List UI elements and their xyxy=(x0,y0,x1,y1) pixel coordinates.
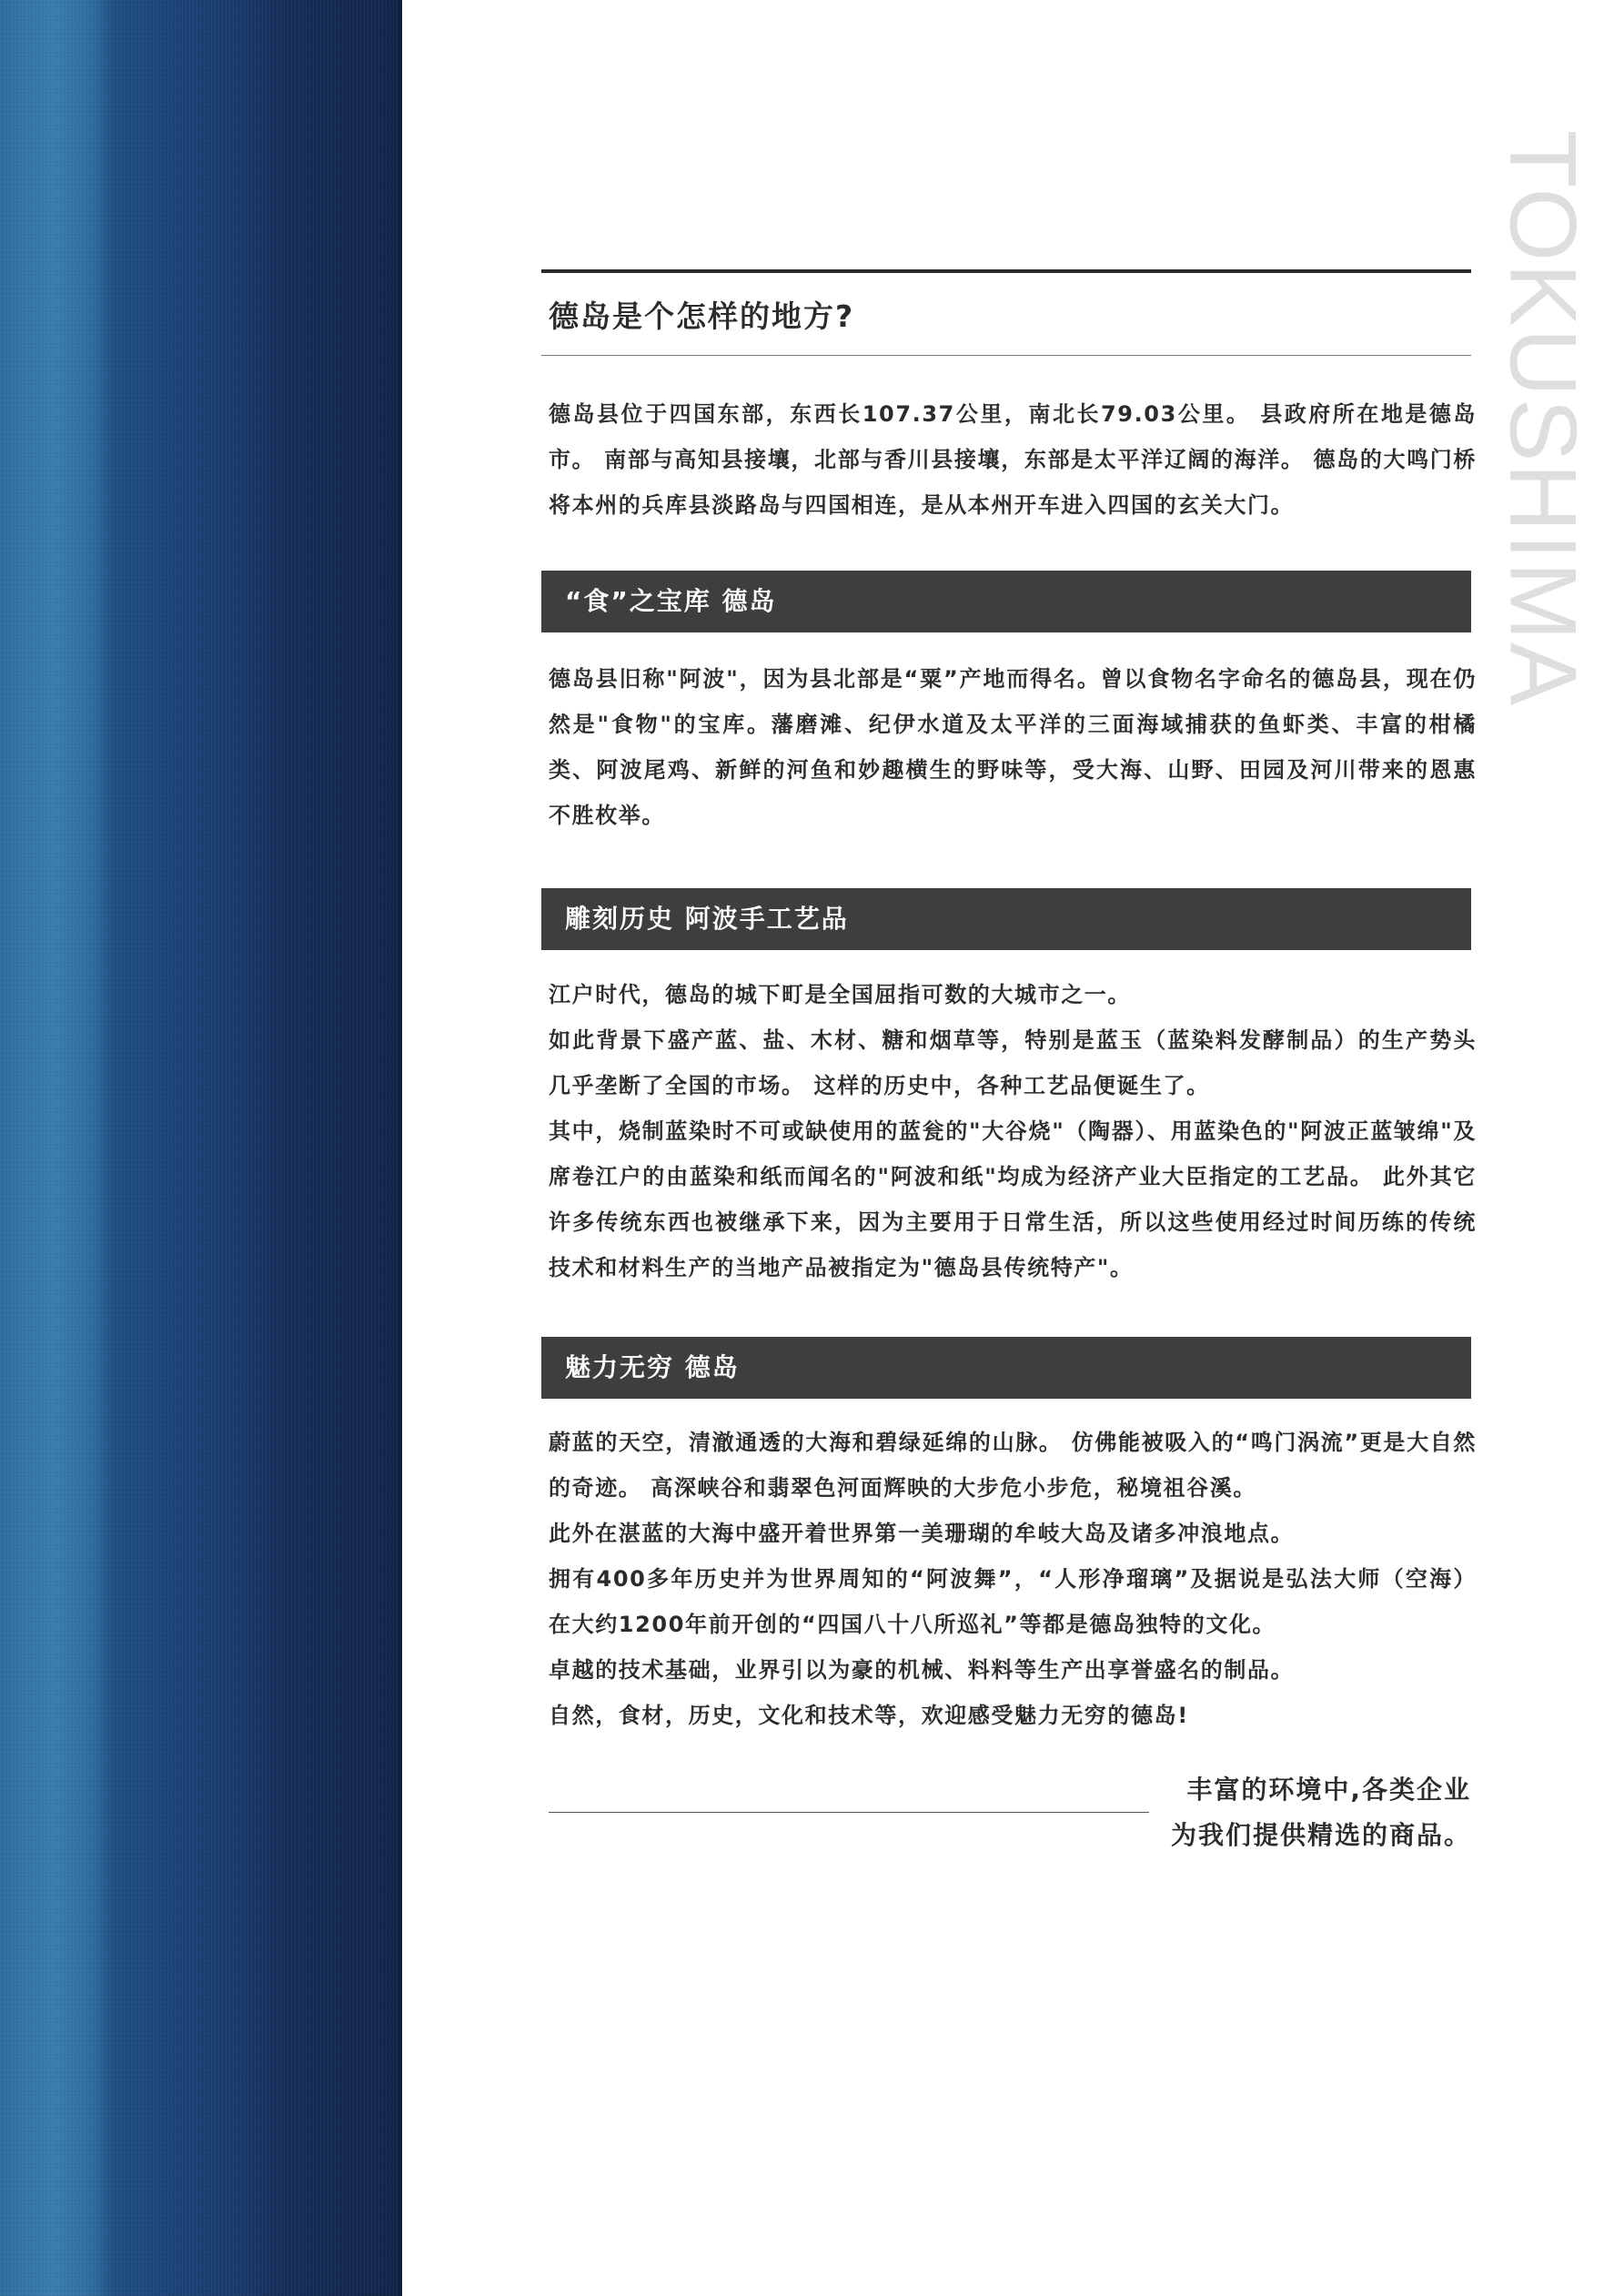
page-title: 德岛是个怎样的地方? xyxy=(549,298,855,334)
section-charm-body xyxy=(549,1420,1477,1738)
paragraph-text: 蔚蓝的天空，清澈通透的大海和碧绿延绵的山脉。 仿佛能被吸入的“鸣门涡流”更是大自然的奇迹。 高深峡谷和翡翠色河面辉映的大步危小步危，秘境祖谷溪。 xyxy=(549,1430,1477,1501)
section-heading-charm: 魅力无穷 德岛 xyxy=(541,1337,1471,1399)
tokushima-vertical-title xyxy=(1488,36,1597,801)
paragraph-text: 此外在湛蓝的大海中盛开着世界第一美珊瑚的牟岐大岛及诸多冲浪地点。 xyxy=(549,1521,1295,1546)
paragraph-text: 卓越的技术基础，业界引以为豪的机械、料料等生产出享誉盛名的制品。 xyxy=(549,1657,1295,1683)
paragraph-text: 如此背景下盛产蓝、盐、木材、糖和烟草等，特别是蓝玉（蓝染料发酵制品）的生产势头几乎垄断了全国的市场。 这样的历史中，各种工艺品便诞生了。 xyxy=(549,1027,1477,1098)
closing-line-1: 丰富的环境中,各类企业 xyxy=(1186,1775,1471,1805)
paragraph-text: 江户时代，德岛的城下町是全国屈指可数的大城市之一。 xyxy=(549,982,1131,1007)
section-heading-crafts: 雕刻历史 阿波手工艺品 xyxy=(541,888,1471,950)
section-food-body xyxy=(549,656,1477,838)
vertical-title-text: TOKUSHIMA xyxy=(1489,129,1596,708)
fabric-edge xyxy=(398,0,402,2296)
paragraph-text: 其中，烧制蓝染时不可或缺使用的蓝瓮的"大谷烧"（陶器）、用蓝染色的"阿波正蓝皱绵"及席卷江户的由蓝染和纸而闻名的"阿波和纸"均成为经济产业大臣指定的工艺品。 此外其它许多传统东西也被继承下来，因为主要用于日常生活，所以这些使用经过时间历练的传统技术和材料生产的当地产品被指定为"德岛县传统特产"。 xyxy=(549,1118,1477,1280)
closing-statement xyxy=(1149,1767,1471,1858)
paragraph-text: 自然，食材，历史，文化和技术等，欢迎感受魅力无穷的德岛! xyxy=(549,1703,1189,1728)
title-divider xyxy=(541,355,1471,356)
indigo-fabric-image xyxy=(0,0,402,2296)
section-crafts-body xyxy=(549,972,1477,1290)
closing-divider xyxy=(549,1812,1149,1813)
intro-paragraph xyxy=(549,391,1477,528)
paragraph-text: 德岛县位于四国东部，东西长107.37公里，南北长79.03公里。 县政府所在地是德岛市。 南部与高知县接壤，北部与香川县接壤，东部是太平洋辽阔的海洋。 德岛的大鸣门桥将本州的兵库县淡路岛与四国相连，是从本州开车进入四国的玄关大门。 xyxy=(549,401,1477,518)
closing-line-2: 为我们提供精选的商品。 xyxy=(1170,1820,1471,1850)
paragraph-text: 拥有400多年历史并为世界周知的“阿波舞”，“人形净瑠璃”及据说是弘法大师（空海）在大约1200年前开创的“四国八十八所巡礼”等都是德岛独特的文化。 xyxy=(549,1566,1477,1637)
top-divider xyxy=(541,269,1471,273)
paragraph-text: 德岛县旧称"阿波"，因为县北部是“粟”产地而得名。曾以食物名字命名的德岛县，现在仍然是"食物"的宝库。藩磨滩、纪伊水道及太平洋的三面海域捕获的鱼虾类、丰富的柑橘类、阿波尾鸡、新鲜的河鱼和妙趣横生的野味等，受大海、山野、田园及河川带来的恩惠不胜枚举。 xyxy=(549,666,1477,828)
section-heading-food: “食”之宝库 德岛 xyxy=(541,571,1471,632)
